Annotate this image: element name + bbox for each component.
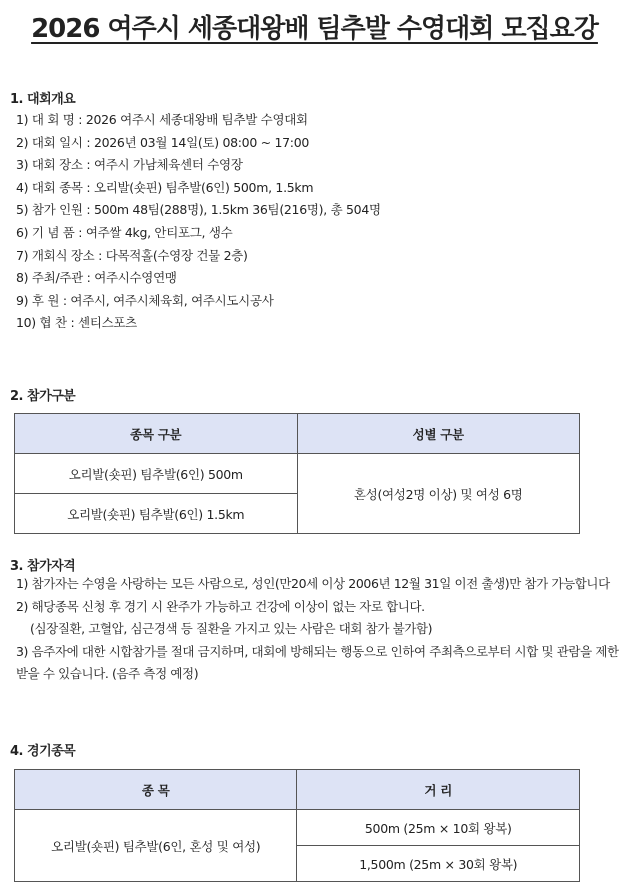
overview-item-value: : 여주쌀 4kg, 안티포그, 생수 (78, 224, 233, 240)
table-header-row (15, 414, 580, 454)
overview-item-label: 3) 대회 장소 (16, 157, 83, 173)
list-item: 3) 음주자에 대한 시합참가를 절대 금지하며, 대회에 방해되는 행동으로 인하여 주최측으로부터 시합 및 관람을 제한 받을 수 있습니다. (음주 측정 예정) (16, 643, 619, 681)
list-item (16, 596, 624, 641)
overview-item (16, 222, 381, 245)
table-cell: 500m (25m × 10회 왕복) (297, 810, 580, 846)
events-table (14, 769, 580, 882)
overview-item (16, 109, 381, 132)
overview-item-label: 10) 협 찬 (16, 315, 67, 331)
list-item: 1) 참가자는 수영을 사랑하는 모든 사람으로, 성인(만20세 이상 2006년 12월 31일 이전 출생)만 참가 가능합니다 (16, 576, 610, 591)
overview-item-label: 9) 후 원 (16, 292, 60, 308)
overview-item (16, 177, 381, 200)
overview-item-value: : 여주시 가남체육센터 수영장 (86, 157, 243, 173)
table-cell: 오리발(숏핀) 팀추발(6인) 500m (15, 454, 298, 494)
overview-item-label: 2) 대회 일시 (16, 134, 83, 150)
overview-item-value: : 500m 48팀(288명), 1.5km 36팀(216명), 총 504명 (86, 202, 381, 218)
table-header-cell: 종 목 (15, 770, 297, 810)
overview-list (16, 109, 381, 335)
overview-item (16, 245, 381, 268)
section-heading-eligibility: 3. 참가자격 (10, 559, 76, 574)
list-item-note: (심장질환, 고혈압, 심근경색 등 질환을 가지고 있는 사람은 대회 참가 불가함) (30, 621, 433, 636)
page-title: 2026 여주시 세종대왕배 팀추발 수영대회 모집요강 (31, 14, 598, 44)
overview-item (16, 199, 381, 222)
overview-item (16, 132, 381, 155)
table-header-row (15, 770, 580, 810)
overview-item (16, 290, 381, 313)
list-item-text: 2) 해당종목 신청 후 경기 시 완주가 가능하고 건강에 이상이 없는 자로 합니다. (16, 598, 425, 614)
overview-item-value: : 다목적홀(수영장 건물 2층) (98, 247, 248, 263)
section-heading-overview: 1. 대회개요 (10, 92, 76, 107)
table-cell: 오리발(숏핀) 팀추발(6인, 혼성 및 여성) (15, 810, 297, 882)
overview-item-label: 4) 대회 종목 (16, 179, 83, 195)
overview-item-value: : 여주시수영연맹 (86, 270, 177, 286)
overview-item (16, 312, 381, 335)
overview-item-label: 7) 개회식 장소 (16, 247, 95, 263)
overview-item-label: 8) 주최/주관 (16, 270, 83, 286)
table-header-cell: 거 리 (297, 770, 580, 810)
overview-item-label: 5) 참가 인원 (16, 202, 83, 218)
table-header-cell: 종목 구분 (15, 414, 298, 454)
overview-item-label: 6) 기 념 품 (16, 224, 75, 240)
table-header-cell: 성별 구분 (297, 414, 579, 454)
table-row (15, 454, 580, 494)
overview-item-value: : 2026년 03월 14일(토) 08:00 ~ 17:00 (86, 134, 310, 150)
eligibility-list (16, 573, 624, 686)
overview-item (16, 154, 381, 177)
overview-item-label: 1) 대 회 명 (16, 112, 75, 127)
table-cell: 1,500m (25m × 30회 왕복) (297, 846, 580, 882)
overview-item (16, 267, 381, 290)
table-cell: 오리발(숏핀) 팀추발(6인) 1.5km (15, 494, 298, 534)
division-table (14, 413, 580, 534)
overview-item-value: : 오리발(숏핀) 팀추발(6인) 500m, 1.5km (86, 179, 314, 195)
overview-item-value: : 여주시, 여주시체육회, 여주시도시공사 (62, 292, 274, 308)
section-heading-division: 2. 참가구분 (10, 389, 76, 404)
table-row (15, 810, 580, 846)
section-heading-events: 4. 경기종목 (10, 744, 76, 759)
overview-item-value: : 2026 여주시 세종대왕배 팀추발 수영대회 (78, 112, 308, 127)
overview-item-value: : 센티스포츠 (70, 315, 137, 331)
table-cell: 혼성(여성2명 이상) 및 여성 6명 (297, 454, 579, 534)
